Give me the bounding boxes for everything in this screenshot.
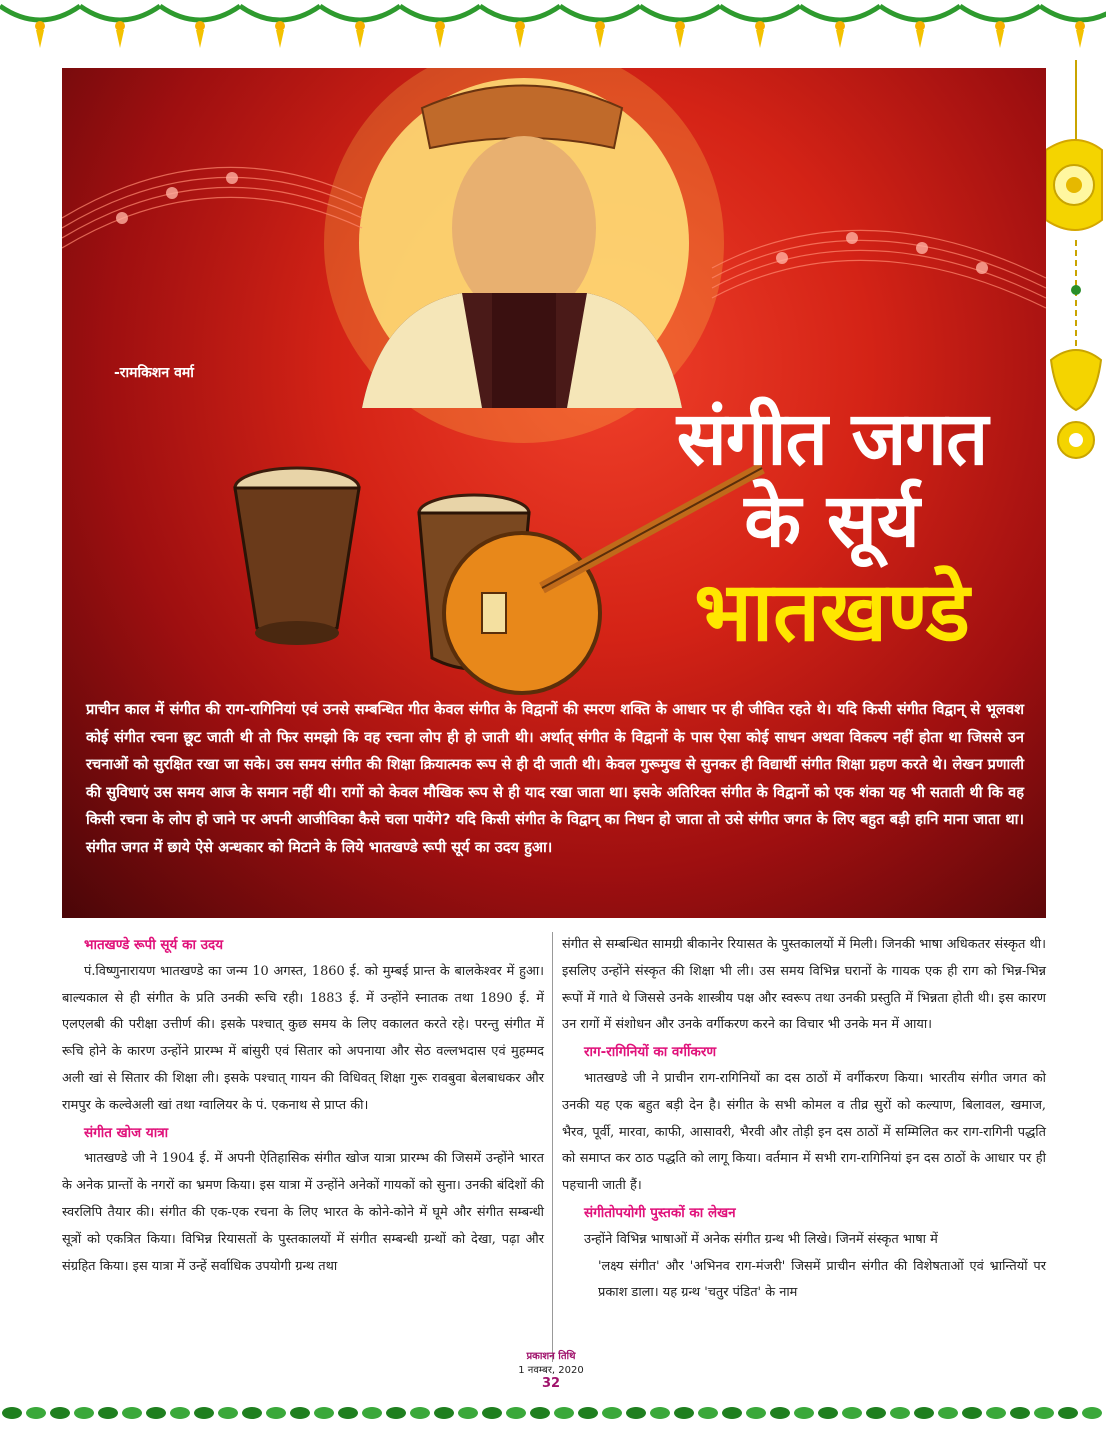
garland-top-decoration bbox=[0, 0, 1106, 60]
left-column bbox=[62, 932, 544, 1280]
section-heading-books: संगीतोपयोगी पुस्तकों का लेखन bbox=[584, 1204, 736, 1221]
paragraph-classification: भातखण्डे जी ने प्राचीन राग-रागिनियों का दस ठाठों में वर्गीकरण किया। भारतीय संगीत जगत को उनकी यह एक बहुत बड़ी देन है। संगीत के सभी कोमल व तीव्र सुरों को कल्याण, बिलावल, खमाज, भैरव, पूर्वी, मारवा, काफी, आसावरी, भैरवी और तोड़ी इन दस ठाठों में सम्मिलित कर राग-रागिनी पद्धति को समाप्त कर ठाठ पद्धति को लागू किया। वर्तमान में सभी राग-रागिनियां इन दस ठाठों के आधार पर ही पहचानी जाती हैं। bbox=[562, 1070, 1046, 1194]
paragraph-books-a: उन्होंने विभिन्न भाषाओं में अनेक संगीत ग्रन्थ भी लिखे। जिनमें संस्कृत भाषा में bbox=[584, 1231, 938, 1247]
paragraph-journey: भातखण्डे जी ने 1904 ई. में अपनी ऐतिहासिक संगीत खोज यात्रा प्रारम्भ की जिसमें उन्होंने भारत के अनेक प्रान्तों के नगरों का भ्रमण किया। इस यात्रा में उन्होंने अनेकों गायकों को सुना। उनकी बंदिशों की स्वरलिपि तैयार की। संगीत की एक-एक रचना के लिए भारत के कोने-कोने में घूमे और संगीत सम्बन्धी सूत्रों को एकत्रित किया। विभिन्न रियासतों के पुस्तकालयों में संगीत सम्बन्धी ग्रन्थों को देखा, पढ़ा और संग्रहित किया। इस यात्रा में उन्हें सर्वाधिक उपयोगी ग्रन्थ तथा bbox=[62, 1151, 544, 1274]
column-divider bbox=[552, 932, 553, 1362]
paragraph-birth: पं.विष्णुनारायण भातखण्डे का जन्म 10 अगस्त, 1860 ई. को मुम्बई प्रान्त के बालकेश्वर में हुआ। बाल्यकाल से ही संगीत के प्रति उनकी रूचि रही। 1883 ई. में उन्होंने स्नातक तथा 1890 ई. में एलएलबी की परीक्षा उत्तीर्ण की। इसके पश्चात् कुछ समय के लिए वकालत करते रहे। परन्तु संगीत में रूचि होने के कारण उन्होंने प्रारम्भ में बांसुरी एवं सितार को अपनाया और सेठ वल्लभदास एवं मुहम्मद अली खां से सितार की शिक्षा ली। इसके पश्चात् गायन की विधिवत् शिक्षा गुरू रावबुवा बेलबाधकर और रामपुर के कल्वेअली खां तथा ग्वालियर के पं. एकनाथ से प्राप्त की। bbox=[62, 963, 544, 1113]
paragraph-books-b: 'लक्ष्य संगीत' और 'अभिनव राग-मंजरी' जिसमें प्राचीन संगीत की विशेषताओं एवं भ्रान्तियों पर प्रकाश डाला। यह ग्रन्थ 'चतुर पंडित' के नाम bbox=[598, 1258, 1046, 1301]
publication-date: 1 नवम्बर, 2020 bbox=[518, 1365, 584, 1376]
hanging-ornament bbox=[1036, 60, 1106, 480]
right-column bbox=[562, 932, 1046, 1307]
hero-banner bbox=[62, 68, 1046, 918]
intro-paragraph: प्राचीन काल में संगीत की राग-रागिनियां एवं उनसे सम्बन्धित गीत केवल संगीत के विद्वानों की स्मरण शक्ति के आधार पर ही जीवित रहते थे। यदि किसी संगीत विद्वान् से भूलवश कोई संगीत रचना छूट जाती थी तो फिर समझो कि वह रचना लोप ही हो जाती थी। अर्थात् संगीत के विद्वानों के पास ऐसा कोई साधन अथवा विकल्प नहीं होता था जिससे उन रचनाओं को सुरक्षित रखा जा सके। उस समय संगीत की शिक्षा क्रियात्मक रूप से ही दी जाती थी। केवल गुरूमुख से सुनकर ही विद्यार्थी संगीत शिक्षा ग्रहण करते थे। लेखन प्रणाली की सुविधाएं उस समय आज के समान नहीं थी। रागों को केवल मौखिक रूप से ही याद रखा जाता था। इसके अतिरिक्त संगीत के विद्वानों को एक शंका यह भी सताती थी कि वह किसी रचना के लोप हो जाने पर अपनी आजीविका कैसे चला पायेंगे? यदि किसी संगीत के विद्वान् का निधन हो जाता तो उसे संगीत जगत के लिए बहुत बड़ी हानि माना जाता था। संगीत जगत में छाये ऐसे अन्धकार को मिटाने के लिये भातखण्डे रूपी सूर्य का उदय हुआ। bbox=[86, 701, 1024, 856]
article-title-line2: के सूर्य bbox=[744, 478, 920, 564]
article-title-line1: संगीत जगत bbox=[676, 396, 988, 482]
article-title-line3: भातखण्डे bbox=[694, 565, 970, 660]
author-byline: -रामकिशन वर्मा bbox=[114, 365, 194, 381]
section-heading-classification: राग-रागिनियों का वर्गीकरण bbox=[584, 1044, 717, 1061]
paragraph-continuation: संगीत से सम्बन्धित सामग्री बीकानेर रियासत के पुस्तकालयों में मिली। जिनकी भाषा अधिकतर संस्कृत थी। इसलिए उन्होंने संस्कृत की शिक्षा भी ली। उस समय विभिन्न घरानों के गायक एक ही राग को भिन्न-भिन्न रूपों में गाते थे जिससे उनके शास्त्रीय पक्ष और स्वरूप तथा उनकी प्रस्तुति में भिन्नता होती थी। इस कारण उन रागों में संशोधन और उनके वर्गीकरण करने का विचार भी उनके मन में आया। bbox=[562, 937, 1046, 1033]
publication-date-label: प्रकाशन तिथि bbox=[526, 1351, 576, 1362]
page-number: 32 bbox=[541, 1376, 561, 1391]
garland-bottom-decoration bbox=[0, 1395, 1106, 1429]
section-heading-journey: संगीत खोज यात्रा bbox=[84, 1124, 169, 1141]
section-heading-rise: भातखण्डे रूपी सूर्य का उदय bbox=[84, 937, 224, 953]
